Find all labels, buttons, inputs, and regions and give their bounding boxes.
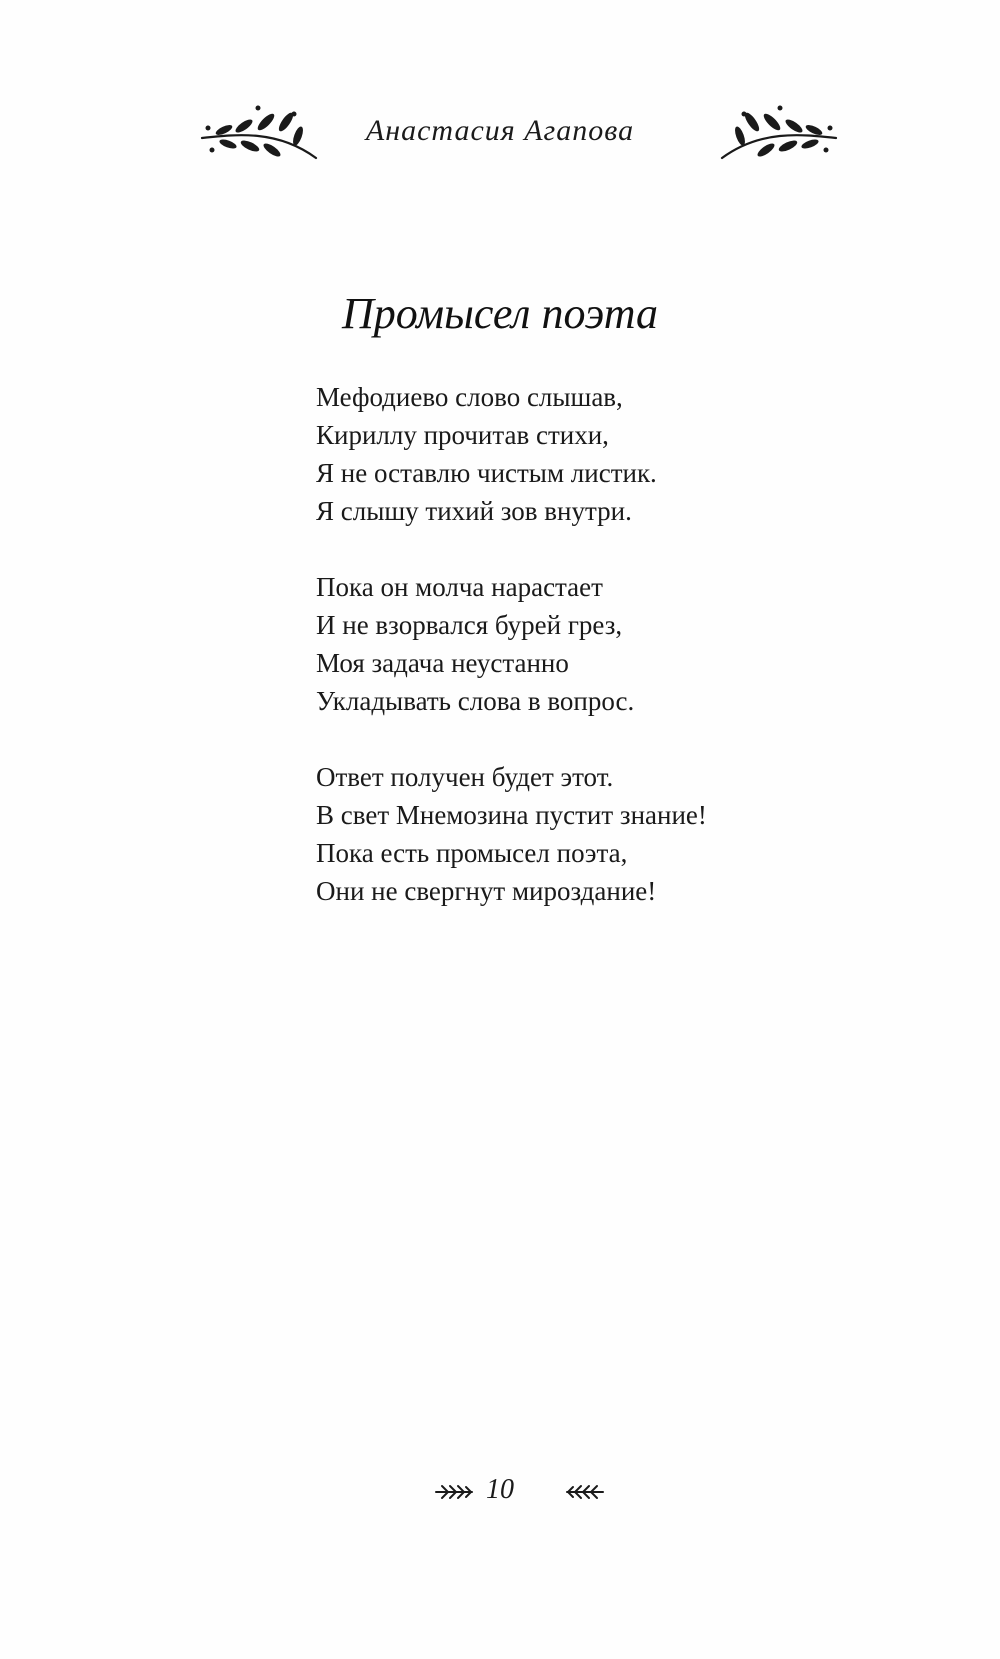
poem-line: Они не свергнут мироздание!: [316, 876, 657, 906]
running-header: [0, 100, 1000, 170]
page-number: 10: [486, 1474, 514, 1505]
stanza: [316, 378, 836, 530]
poem-line: Пока есть промысел поэта,: [316, 838, 628, 868]
stanza: [316, 758, 836, 910]
poem-line: Кириллу прочитав стихи,: [316, 420, 609, 450]
poem-line: Моя задача неустанно: [316, 648, 569, 678]
poem-line: И не взорвался бурей грез,: [316, 610, 623, 640]
poem-line: Ответ получен будет этот.: [316, 762, 614, 792]
arrow-fleuron-icon: [565, 1482, 605, 1502]
laurel-sprig-icon: [710, 100, 840, 170]
page-footer: [0, 1474, 1000, 1514]
poem-line: Мефодиево слово слышав,: [316, 382, 623, 412]
poem-line: Укладывать слова в вопрос.: [316, 686, 635, 716]
stanza: [316, 568, 836, 720]
arrow-fleuron-icon: [434, 1482, 474, 1502]
poem-title: Промысел поэта: [341, 289, 659, 338]
poem-body: [316, 378, 836, 948]
poem-line: Я слышу тихий зов внутри.: [316, 496, 632, 526]
poem-line: Пока он молча нарастает: [316, 572, 603, 602]
author-name: Анастасия Агапова: [365, 114, 635, 147]
poem-line: В свет Мнемозина пустит знание!: [316, 800, 707, 830]
laurel-sprig-icon: [198, 100, 328, 170]
poem-line: Я не оставлю чистым листик.: [316, 458, 657, 488]
